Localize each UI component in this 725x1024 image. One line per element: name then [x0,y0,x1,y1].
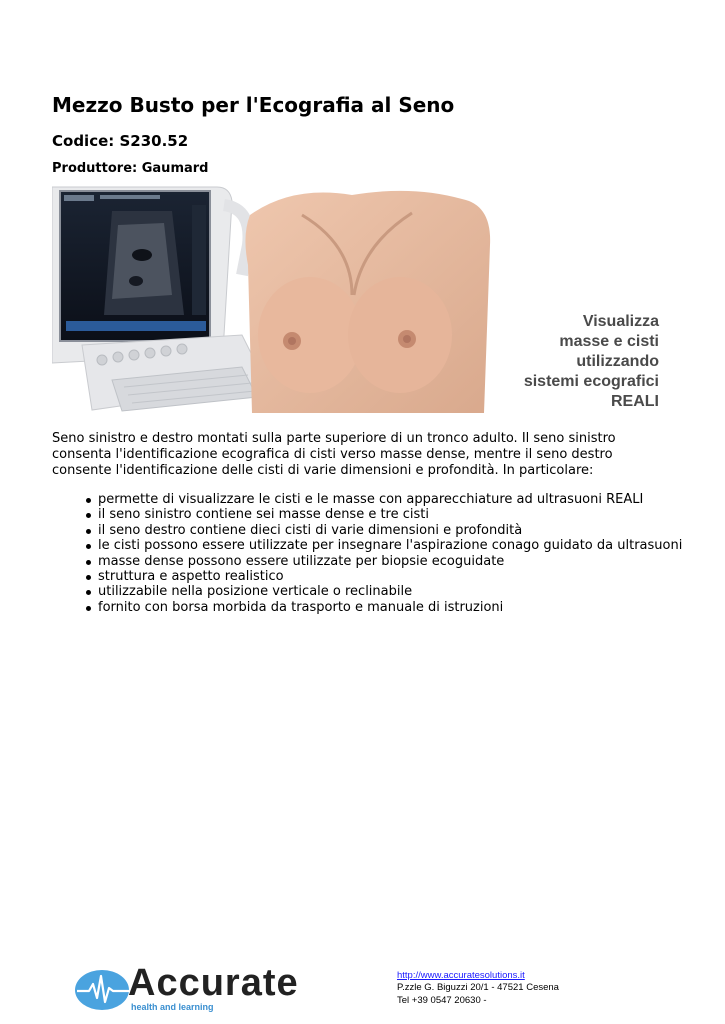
list-item: permette di visualizzare le cisti e le masse con apparecchiature ad ultrasuoni REALI [98,492,682,507]
address-text: P.zzle G. Biguzzi 20/1 - 47521 Cesena [397,982,559,994]
caption-line: utilizzando [576,353,659,370]
contact-info [397,970,559,1007]
product-code: Codice: S230.52 [52,132,189,150]
product-image [52,185,662,413]
caption-line: REALI [611,393,659,410]
heartbeat-logo-icon [75,966,135,1014]
product-description: Seno sinistro e destro montati sulla parte superiore di un tronco adulto. Il seno sinistro consenta l'identificazione ecografica di cisti verso masse dense, mentre il seno destro consente l'identificazione delle cisti di varie dimensioni e profondità. In particolare: [52,431,616,478]
page-title: Mezzo Busto per l'Ecografia al Seno [52,93,455,117]
logo-wordmark: Accurate [128,962,299,1004]
product-producer: Produttore: Gaumard [52,161,209,176]
list-item: fornito con borsa morbida da trasporto e manuale di istruzioni [98,600,682,615]
list-item: il seno destro contiene dieci cisti di varie dimensioni e profondità [98,523,682,538]
list-item: il seno sinistro contiene sei masse dense e tre cisti [98,507,682,522]
list-item: struttura e aspetto realistico [98,569,682,584]
caption-line: Visualizza [582,313,659,330]
list-item: utilizzabile nella posizione verticale o reclinabile [98,584,682,599]
image-caption [459,312,659,412]
caption-line: masse e cisti [559,333,659,350]
caption-line: sistemi ecografici [523,373,659,390]
list-item: le cisti possono essere utilizzate per insegnare l'aspirazione conago guidato da ultrasuoni [98,538,683,554]
accurate-logo [75,962,315,1014]
phone-text: Tel +39 0547 20630 - [397,994,487,1006]
feature-list [52,492,682,615]
website-link[interactable]: http://www.accuratesolutions.it [397,970,525,981]
logo-tagline: health and learning [131,1002,214,1012]
list-item: masse dense possono essere utilizzate per biopsie ecoguidate [98,554,682,569]
